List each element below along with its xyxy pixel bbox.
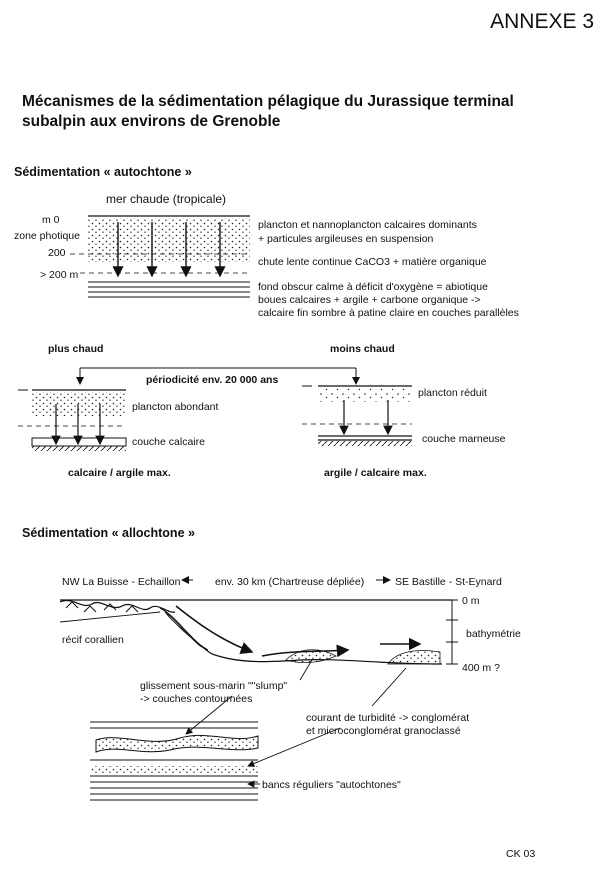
cool-plankton-dots <box>318 388 412 402</box>
turbidite-label-1: courant de turbidité -> conglomérat <box>306 712 470 724</box>
nw-label: NW La Buisse - Echaillon <box>62 576 181 588</box>
footer-code: CK 03 <box>506 848 536 860</box>
desc-line-4: fond obscur calme à déficit d'oxygène = abiotique <box>258 281 488 293</box>
cool-seafloor-hatch <box>318 441 412 446</box>
moins-chaud-label: moins chaud <box>330 343 395 355</box>
reef-top <box>60 600 175 612</box>
cool-diagram <box>302 386 412 446</box>
warm-plankton-dots <box>32 392 126 416</box>
allochtone-heading: Sédimentation « allochtone » <box>22 526 195 540</box>
reef-base <box>60 612 160 622</box>
warm-diagram <box>18 390 126 451</box>
plus-chaud-label: plus chaud <box>48 343 104 355</box>
desc-line-3: chute lente continue CaCO3 + matière organique <box>258 256 487 268</box>
slump-flow-arrow <box>176 606 252 652</box>
periodicity-connector <box>80 368 356 384</box>
photic-zone-particles <box>88 218 250 262</box>
warm-seafloor-hatch <box>32 446 126 451</box>
couche-marneuse-label: couche marneuse <box>422 433 506 445</box>
slump-label-2: -> couches contournées <box>140 693 253 705</box>
warm-calcareous-layer <box>32 438 126 446</box>
desc-line-1: plancton et nannoplancton calcaires dominants <box>258 219 477 231</box>
water-column-diagram <box>70 216 250 297</box>
depth-200: 200 <box>48 247 66 259</box>
turbidite-label-2: et microconglomérat granoclassé <box>306 725 461 737</box>
zone-photique-label: zone photique <box>14 230 80 242</box>
plancton-abondant-label: plancton abondant <box>132 401 219 413</box>
plancton-reduit-label: plancton réduit <box>418 387 487 399</box>
turbidite-lens <box>388 651 440 665</box>
depth-400: 400 m ? <box>462 662 500 674</box>
desc-line-6: calcaire fin sombre à patine claire en couches parallèles <box>258 307 519 319</box>
argile-calcaire-label: argile / calcaire max. <box>324 467 427 479</box>
title-line-2: subalpin aux environs de Grenoble <box>22 113 281 130</box>
distance-label: env. 30 km (Chartreuse dépliée) <box>215 576 365 588</box>
depth-0m: 0 m <box>462 595 480 607</box>
cool-arrows <box>344 400 388 434</box>
sea-label: mer chaude (tropicale) <box>106 192 227 206</box>
cross-section-diagram <box>60 580 458 706</box>
bathymetrie-label: bathymétrie <box>466 628 521 640</box>
desc-line-2: + particules argileuses en suspension <box>258 233 434 245</box>
autochtone-heading: Sédimentation « autochtone » <box>14 165 192 179</box>
depth-gt200: > 200 m <box>40 269 79 281</box>
calcaire-argile-label: calcaire / argile max. <box>68 467 171 479</box>
slump-label-1: glissement sous-marin ""slump" <box>140 680 288 692</box>
periodicite-label: périodicité env. 20 000 ans <box>146 374 279 386</box>
turbidite-leader <box>372 668 406 706</box>
couche-calcaire-label: couche calcaire <box>132 436 205 448</box>
se-label: SE Bastille - St-Eynard <box>395 576 502 588</box>
title-line-1: Mécanismes de la sédimentation pélagique du Jurassique terminal <box>22 93 514 110</box>
turbidite-pointer <box>248 728 340 766</box>
outcrop-sketch <box>90 696 340 800</box>
depth-m0: m 0 <box>42 214 60 226</box>
bancs-label: bancs réguliers "autochtones" <box>262 779 401 791</box>
desc-line-5: boues calcaires + argile + carbone organique -> <box>258 294 481 306</box>
annexe-label: ANNEXE 3 <box>490 10 594 33</box>
recif-label: récif corallien <box>62 634 124 646</box>
contorted-bed <box>96 735 258 752</box>
graded-bed <box>90 766 258 774</box>
